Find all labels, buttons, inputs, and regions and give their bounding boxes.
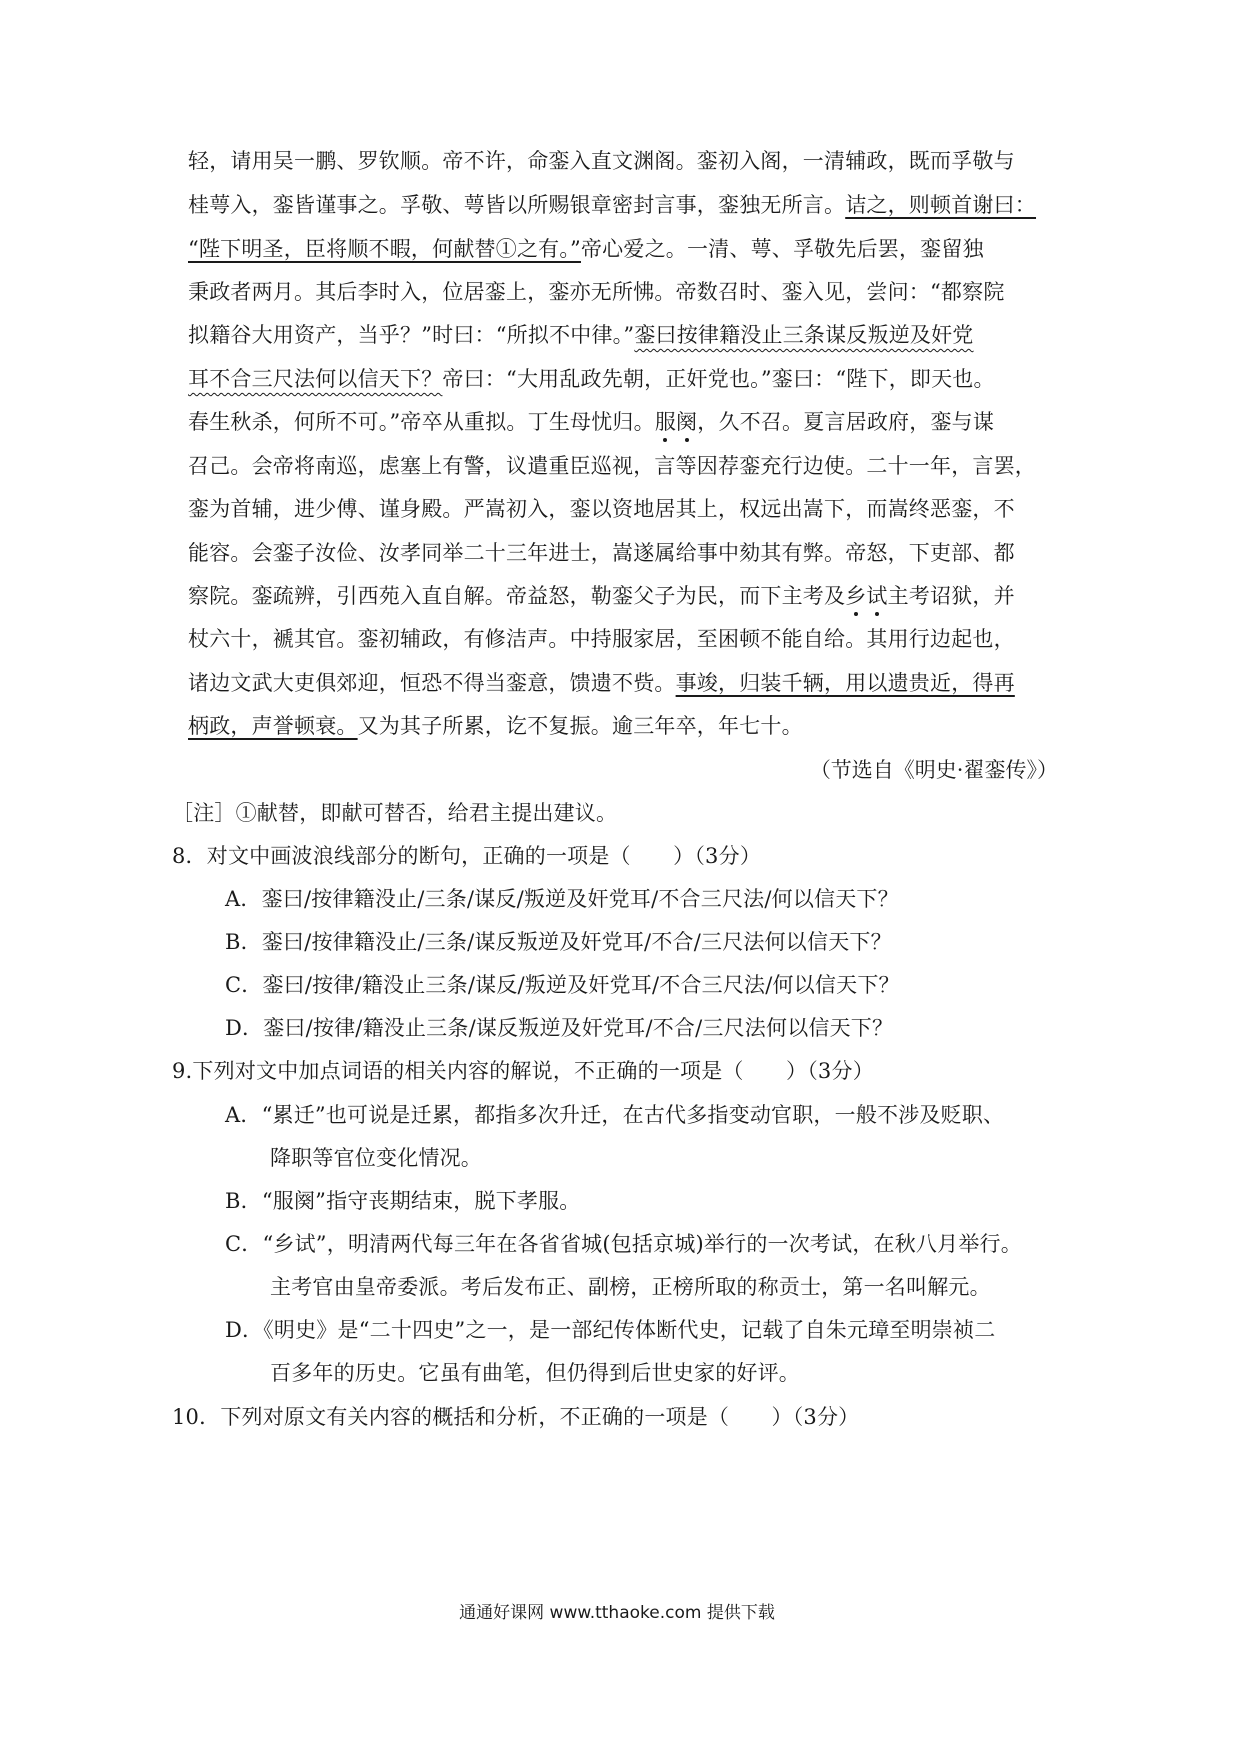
- question-8-option-a: A．銮曰/按律籍没止/三条/谋反/叛逆及奸党耳/不合三尺法/何以信天下？: [225, 887, 899, 911]
- question-9-option-c-cont: 主考官由皇帝委派。考后发布正、副榜，正榜所取的称贡士，第一名叫解元。: [270, 1275, 991, 1299]
- underlined-sentence: 事竣，归装千辆，用以遗贵近，得再: [675, 671, 1015, 695]
- passage-text: 銮为首辅，进少傅、谨身殿。严嵩初入，銮以资地居其上，权远出嵩下，而嵩终恶銮，不: [188, 497, 1015, 521]
- dotted-term: 试: [866, 584, 888, 608]
- passage-line: [188, 364, 1058, 394]
- question-8-option-b: B．銮曰/按律籍没止/三条/谋反叛逆及奸党耳/不合/三尺法何以信天下？: [225, 930, 892, 954]
- wavy-underlined-sentence: 銮曰按律籍没止三条谋反叛逆及奸党: [634, 323, 974, 347]
- passage-line: [188, 320, 1058, 350]
- passage-line: [188, 581, 1058, 611]
- question-9-option-d-cont: 百多年的历史。它虽有曲笔，但仍得到后世史家的好评。: [270, 1361, 800, 1385]
- passage-line: [188, 407, 1058, 437]
- passage-text: 召己。会帝将南巡，虑塞上有警，议遣重臣巡视，言等因荐銮充行边使。二十一年，言罢，: [188, 454, 1036, 478]
- question-10-stem: 10．下列对原文有关内容的概括和分析，不正确的一项是（ ）（3分）: [172, 1405, 860, 1429]
- passage-line: [188, 711, 1058, 741]
- passage-text: 杖六十，褫其官。銮初辅政，有修洁声。中持服家居，至困顿不能自给。其用行边起也，: [188, 627, 1015, 651]
- passage-line: [188, 277, 1058, 307]
- passage-line: [188, 624, 1058, 654]
- passage-text: 主考诏狱，并: [887, 584, 1015, 608]
- passage-text: 察院。銮疏辨，引西苑入直自解。帝益怒，勒銮父子为民，而下主考及: [188, 584, 846, 608]
- passage-text: ，久不召。夏言居政府，銮与谋: [697, 410, 995, 434]
- question-8-option-c: C．銮曰/按律/籍没止三条/谋反/叛逆及奸党耳/不合三尺法/何以信天下？: [225, 973, 900, 997]
- source-citation: （节选自《明史·翟銮传》）: [809, 758, 1058, 782]
- underlined-sentence: 柄政，声誉顿衰。: [188, 714, 358, 738]
- passage-text: 又为其子所累，讫不复振。逾三年卒，年七十。: [357, 714, 803, 738]
- question-9-option-c: C．“乡试”，明清两代每三年在各省省城(包括京城)举行的一次考试，在秋八月举行。: [225, 1232, 1022, 1256]
- passage-text: 帝心爱之。一清、萼、孚敬先后罢，銮留独: [580, 237, 984, 261]
- dotted-term: 阕: [676, 410, 698, 434]
- underlined-sentence: 诘之，则顿首谢曰：: [845, 193, 1037, 217]
- passage-text: 能容。会銮子汝俭、汝孝同举二十三年进士，嵩遂属给事中劾其有弊。帝怒，下吏部、都: [188, 541, 1015, 565]
- passage-text: 诸边文武大吏俱郊迎，恒恐不得当銮意，馈遗不赀。: [188, 671, 676, 695]
- question-8-stem: 8．对文中画波浪线部分的断句，正确的一项是（ ）（3分）: [172, 844, 762, 868]
- question-9-option-b: B．“服阕”指守丧期结束，脱下孝服。: [225, 1189, 581, 1213]
- passage-text: 拟籍谷大用资产，当乎？”时曰：“所拟不中律。”: [188, 323, 635, 347]
- question-8-option-d: D．銮曰/按律/籍没止三条/谋反叛逆及奸党耳/不合/三尺法何以信天下？: [225, 1016, 894, 1040]
- question-9-stem: 9.下列对文中加点词语的相关内容的解说，不正确的一项是（ ）（3分）: [172, 1059, 874, 1083]
- passage-line: [188, 538, 1058, 568]
- passage-line: [188, 146, 1058, 176]
- passage-line: [188, 668, 1058, 698]
- passage-text: 帝曰：“大用乱政先朝，正奸党也。”銮曰：“陛下，即天也。: [442, 367, 995, 391]
- passage-text: 春生秋杀，何所不可。”帝卒从重拟。丁生母忧归。: [188, 410, 655, 434]
- passage-line: [188, 451, 1058, 481]
- question-9-option-a: A．“累迁”也可说是迁累，都指多次升迁，在古代多指变动官职，一般不涉及贬职、: [225, 1103, 1005, 1127]
- passage-line: [188, 190, 1058, 220]
- passage-text: 秉政者两月。其后李时入，位居銮上，銮亦无所怫。帝数召时、銮入见，尝问：“都察院: [188, 280, 1005, 304]
- passage-line: [188, 494, 1058, 524]
- passage-text: 轻，请用吴一鹏、罗钦顺。帝不许，命銮入直文渊阁。銮初入阁，一清辅政，既而孚敬与: [188, 149, 1015, 173]
- question-9-option-d: D．《明史》是“二十四史”之一，是一部纪传体断代史，记载了自朱元璋至明崇祯二: [225, 1318, 996, 1342]
- question-9-option-a-cont: 降职等官位变化情况。: [270, 1146, 482, 1170]
- dotted-term: 服: [654, 410, 677, 434]
- passage-line: [188, 234, 1058, 264]
- passage-text: 桂萼入，銮皆谨事之。孚敬、萼皆以所赐银章密封言事，銮独无所言。: [188, 193, 846, 217]
- underlined-sentence: “陛下明圣，臣将顺不暇，何献替①之有。”: [188, 237, 581, 261]
- footnote: ［注］①献替，即献可替否，给君主提出建议。: [172, 801, 618, 825]
- wavy-underlined-sentence: 耳不合三尺法何以信天下？: [188, 367, 443, 391]
- dotted-term: 乡: [845, 584, 867, 608]
- page-footer: 通通好课网 www.tthaoke.com 提供下载: [459, 1603, 775, 1623]
